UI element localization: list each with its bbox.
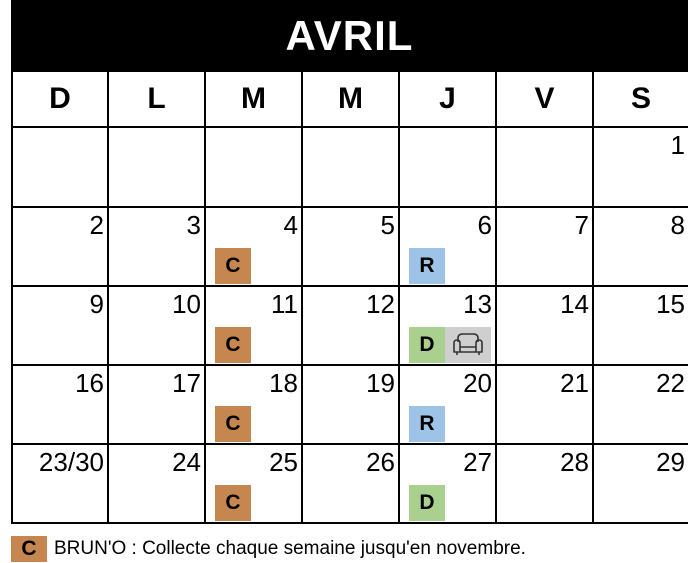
day-cell: [497, 128, 594, 208]
day-cell: [497, 445, 594, 524]
day-number: 9: [89, 289, 104, 319]
collection-badge: D: [409, 327, 445, 363]
day-cell: [400, 445, 497, 524]
day-number: 28: [560, 447, 589, 477]
calendar-grid: [11, 72, 688, 524]
day-cell: [400, 366, 497, 445]
day-number: 27: [463, 447, 492, 477]
day-number: 16: [75, 368, 104, 398]
day-cell: [303, 128, 400, 208]
day-header: M: [303, 72, 400, 128]
legend-badge: C: [11, 536, 47, 562]
day-cell: [400, 287, 497, 366]
day-cell: [109, 445, 206, 524]
day-number: 21: [560, 368, 589, 398]
day-number: 6: [477, 210, 492, 240]
day-cell: [497, 287, 594, 366]
day-cell: [497, 208, 594, 287]
day-number: 3: [186, 210, 201, 240]
day-number: 18: [269, 368, 298, 398]
day-number: 1: [670, 130, 685, 160]
day-number: 15: [656, 289, 685, 319]
day-cell: [400, 128, 497, 208]
day-cell: [206, 287, 303, 366]
day-cell: [497, 366, 594, 445]
day-cell: [303, 445, 400, 524]
day-cell: [13, 208, 109, 287]
calendar: [11, 0, 688, 524]
day-cell: [594, 366, 688, 445]
day-number: 29: [656, 447, 685, 477]
day-number: 14: [560, 289, 589, 319]
day-cell: [13, 445, 109, 524]
collection-badge: C: [215, 485, 251, 521]
day-cell: [109, 208, 206, 287]
day-cell: [594, 208, 688, 287]
collection-badge: C: [215, 248, 251, 284]
day-number: 12: [366, 289, 395, 319]
day-cell: [206, 208, 303, 287]
day-header: D: [13, 72, 109, 128]
day-number: 4: [283, 210, 298, 240]
day-cell: [206, 128, 303, 208]
day-number: 7: [574, 210, 589, 240]
month-title: AVRIL: [11, 0, 688, 72]
collection-badge: C: [215, 327, 251, 363]
day-number: 11: [271, 289, 298, 319]
collection-badge: R: [409, 406, 445, 442]
day-number: 10: [172, 289, 201, 319]
day-cell: [109, 128, 206, 208]
day-number: 13: [463, 289, 492, 319]
day-number: 20: [463, 368, 492, 398]
day-header: S: [594, 72, 688, 128]
day-cell: [109, 287, 206, 366]
collection-badge: R: [409, 248, 445, 284]
day-header: J: [400, 72, 497, 128]
day-number: 8: [670, 210, 685, 240]
day-cell: [594, 445, 688, 524]
day-cell: [206, 366, 303, 445]
day-number: 2: [89, 210, 104, 240]
collection-badge: C: [215, 406, 251, 442]
day-cell: [13, 287, 109, 366]
day-number: 22: [656, 368, 685, 398]
day-number: 26: [366, 447, 395, 477]
day-cell: [303, 208, 400, 287]
day-header: L: [109, 72, 206, 128]
legend: [11, 536, 526, 562]
legend-text: BRUN'O : Collecte chaque semaine jusqu'en novembre.: [54, 538, 526, 559]
armchair-icon: [445, 327, 491, 363]
day-cell: [594, 287, 688, 366]
day-cell: [594, 128, 688, 208]
day-header: M: [206, 72, 303, 128]
day-number: 24: [172, 447, 201, 477]
day-cell: [303, 287, 400, 366]
day-number: 19: [366, 368, 395, 398]
day-cell: [109, 366, 206, 445]
day-cell: [206, 445, 303, 524]
day-number: 25: [269, 447, 298, 477]
day-number: 17: [172, 368, 201, 398]
day-cell: [13, 128, 109, 208]
day-cell: [400, 208, 497, 287]
day-cell: [303, 366, 400, 445]
day-number: 23/30: [38, 447, 104, 477]
day-cell: [13, 366, 109, 445]
collection-badge: D: [409, 485, 445, 521]
day-header: V: [497, 72, 594, 128]
day-number: 5: [380, 210, 395, 240]
